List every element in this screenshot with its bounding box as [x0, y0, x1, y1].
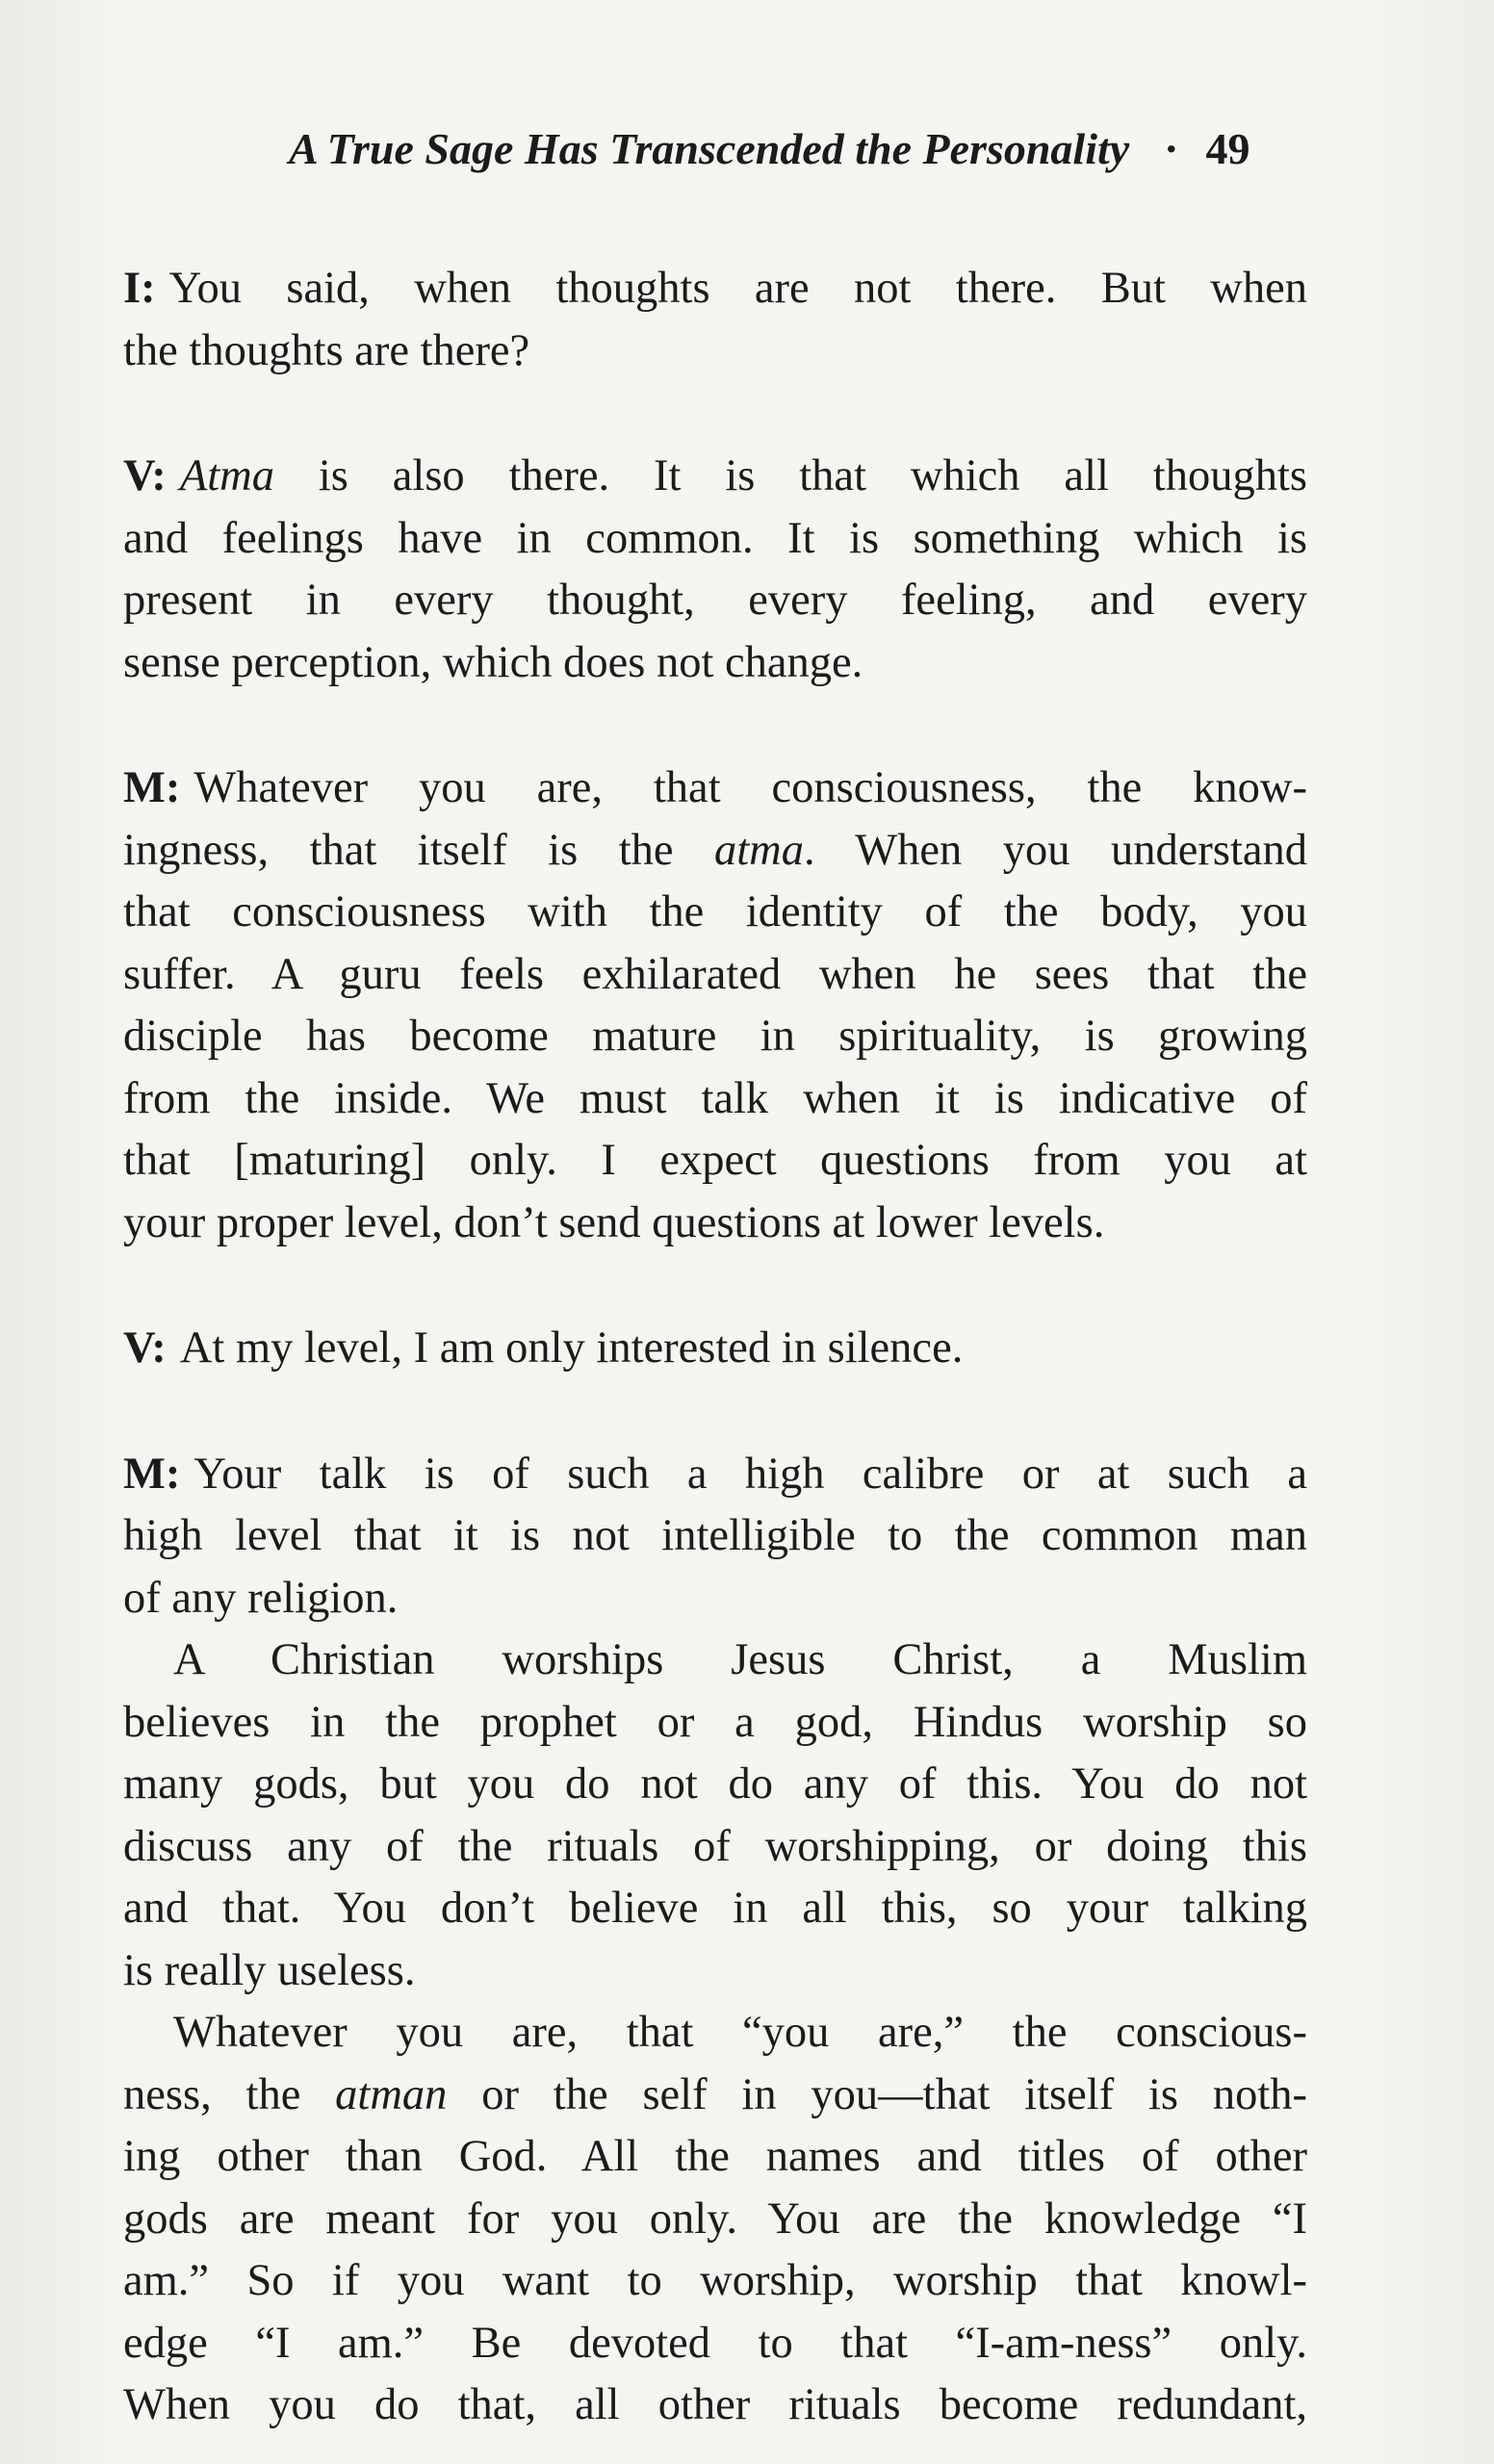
text-line: Whatever you are, that “you are,” the conscious-: [173, 2008, 1307, 2057]
text-line: the thoughts are there?: [123, 325, 530, 375]
text-line: Your talk is of such a high calibre or at such a: [193, 1449, 1307, 1499]
text-line: high level that it is not intelligible to the common man: [123, 1511, 1307, 1560]
text-line: discuss any of the rituals of worshipping, or doing this: [123, 1821, 1307, 1871]
text-line: At my level, I am only interested in silence.: [179, 1323, 964, 1373]
text-line: believes in the prophet or a god, Hindus worship so: [123, 1697, 1307, 1747]
body-paragraph: [123, 2002, 1307, 2437]
text-line: of any religion.: [123, 1573, 399, 1623]
text-line: that [maturing] only. I expect questions from you at: [123, 1136, 1307, 1185]
dialogue-paragraph: [123, 1444, 1307, 1630]
header-separator: ·: [1164, 124, 1179, 173]
speaker-label: M:: [123, 1449, 181, 1499]
text-line: A Christian worships Jesus Christ, a Muslim: [173, 1635, 1307, 1684]
speaker-label: I:: [123, 264, 156, 313]
text-line: ingness, that itself is the atma. When you understand: [123, 825, 1307, 875]
speaker-label: M:: [123, 763, 181, 812]
page-body: [123, 258, 1307, 2437]
page-number: 49: [1205, 124, 1250, 173]
running-header: [289, 123, 1309, 174]
text-line: When you do that, all other rituals become redundant,: [123, 2380, 1307, 2429]
text-line: is really useless.: [123, 1945, 416, 1995]
text-line: edge “I am.” Be devoted to that “I-am-ness” only.: [123, 2318, 1307, 2368]
dialogue-paragraph: [123, 258, 1307, 382]
text-line: present in every thought, every feeling, and every: [123, 576, 1307, 625]
text-line: from the inside. We must talk when it is indicative of: [123, 1073, 1307, 1123]
text-line: and feelings have in common. It is something which is: [123, 513, 1307, 563]
text-line: ness, the atman or the self in you—that itself is noth-: [123, 2069, 1307, 2119]
text-line: that consciousness with the identity of the body, you: [123, 887, 1307, 937]
text-line: disciple has become mature in spirituality, is growing: [123, 1012, 1307, 1061]
dialogue-paragraph: [123, 1318, 1307, 1380]
speaker-label: V:: [123, 451, 167, 500]
text-line: sense perception, which does not change.: [123, 637, 863, 687]
text-line: and that. You don’t believe in all this, so your talking: [123, 1884, 1307, 1933]
text-line: many gods, but you do not do any of this. You do not: [123, 1759, 1307, 1809]
body-paragraph: [123, 1630, 1307, 2002]
text-line: Atma is also there. It is that which all thoughts: [179, 451, 1307, 500]
speaker-label: V:: [123, 1323, 167, 1373]
text-line: your proper level, don’t send questions at lower levels.: [123, 1197, 1105, 1247]
text-line: am.” So if you want to worship, worship that knowl-: [123, 2256, 1307, 2305]
dialogue-paragraph: [123, 757, 1307, 1254]
dialogue-paragraph: [123, 446, 1307, 694]
text-line: Whatever you are, that consciousness, the know-: [193, 763, 1307, 812]
text-line: suffer. A guru feels exhilarated when he sees that the: [123, 949, 1307, 999]
text-line: ing other than God. All the names and titles of other: [123, 2132, 1307, 2181]
chapter-title: A True Sage Has Transcended the Personality: [289, 124, 1130, 173]
text-line: gods are meant for you only. You are the knowledge “I: [123, 2194, 1307, 2244]
text-line: You said, when thoughts are not there. But when: [168, 264, 1307, 313]
